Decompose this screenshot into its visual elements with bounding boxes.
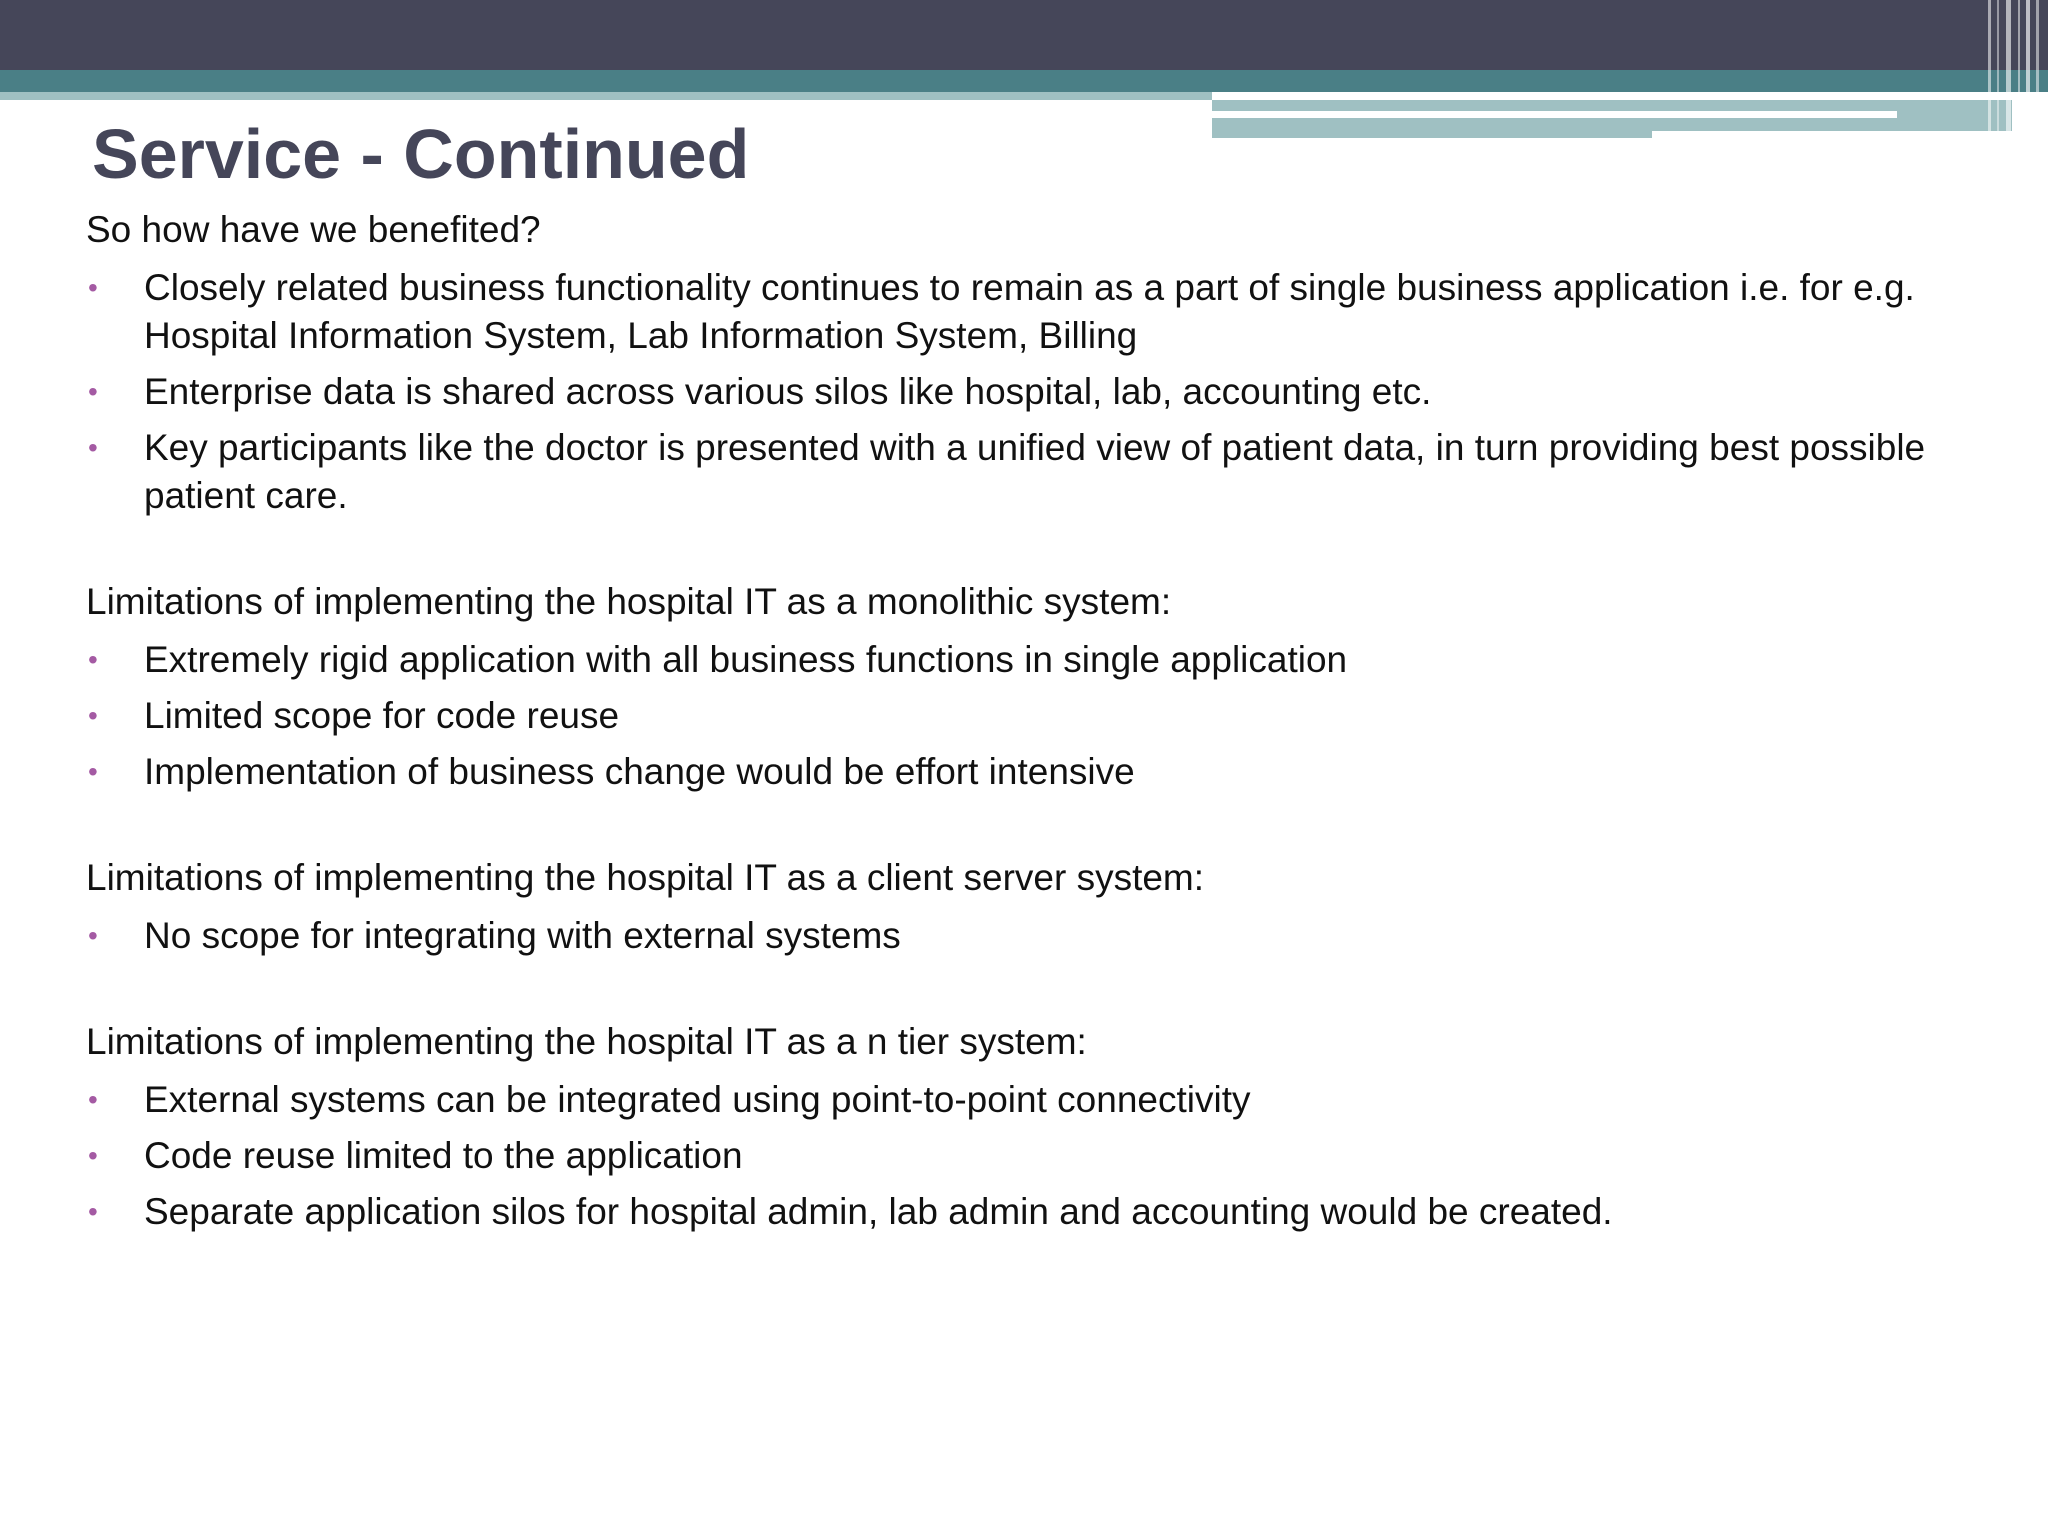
bullet-dot-icon: •	[88, 1140, 98, 1171]
bullet-list	[86, 636, 1986, 796]
bullet-text: Closely related business functionality continues to remain as a part of single business application i.e. for e.g. Hospital Information System, Lab Information System, Billing	[144, 267, 1915, 356]
section-heading: Limitations of implementing the hospital IT as a n tier system:	[86, 1021, 1087, 1062]
bullet-item	[86, 912, 1986, 960]
section-heading: So how have we benefited?	[86, 209, 541, 250]
bullet-dot-icon: •	[88, 1084, 98, 1115]
bullet-text: Extremely rigid application with all business functions in single application	[144, 639, 1348, 680]
bullet-dot-icon: •	[88, 272, 98, 303]
bullet-item	[86, 692, 1986, 740]
bullet-dot-icon: •	[88, 920, 98, 951]
header-white-line	[1212, 111, 1897, 118]
bullet-text: Key participants like the doctor is presented with a unified view of patient data, in turn providing best possible patient care.	[144, 427, 1926, 516]
bullet-text: Limited scope for code reuse	[144, 695, 620, 736]
bullet-text: External systems can be integrated using point-to-point connectivity	[144, 1079, 1251, 1120]
bullet-text: Separate application silos for hospital admin, lab admin and accounting would be created.	[144, 1191, 1613, 1232]
bullet-item	[86, 368, 1986, 416]
bullet-item	[86, 264, 1986, 360]
bullet-item	[86, 424, 1986, 520]
bullet-list	[86, 264, 1986, 520]
bullet-item	[86, 1132, 1986, 1180]
content-section	[86, 204, 1986, 520]
bullet-dot-icon: •	[88, 376, 98, 407]
bullet-list	[86, 912, 1986, 960]
bullet-item	[86, 636, 1986, 684]
section-heading: Limitations of implementing the hospital IT as a client server system:	[86, 857, 1205, 898]
header-light-band	[0, 92, 1212, 100]
bullet-dot-icon: •	[88, 432, 98, 463]
bullet-dot-icon: •	[88, 700, 98, 731]
bullet-dot-icon: •	[88, 1196, 98, 1227]
bullet-item	[86, 1188, 1986, 1236]
bullet-list	[86, 1076, 1986, 1236]
section-heading: Limitations of implementing the hospital IT as a monolithic system:	[86, 581, 1172, 622]
header-teal-band	[0, 70, 2048, 92]
bullet-text: Implementation of business change would be effort intensive	[144, 751, 1135, 792]
content-section	[86, 576, 1986, 796]
content-section	[86, 1016, 1986, 1236]
bullet-item	[86, 1076, 1986, 1124]
bullet-dot-icon: •	[88, 644, 98, 675]
bullet-text: No scope for integrating with external systems	[144, 915, 901, 956]
slide-body	[86, 204, 1986, 1236]
bullet-dot-icon: •	[88, 756, 98, 787]
bullet-item	[86, 748, 1986, 796]
bullet-text: Code reuse limited to the application	[144, 1135, 743, 1176]
header-white-gap	[1652, 131, 2012, 138]
slide-title: Service - Continued	[92, 115, 750, 193]
header-dark-band	[0, 0, 2048, 70]
bullet-text: Enterprise data is shared across various silos like hospital, lab, accounting etc.	[144, 371, 1432, 412]
content-section	[86, 852, 1986, 960]
